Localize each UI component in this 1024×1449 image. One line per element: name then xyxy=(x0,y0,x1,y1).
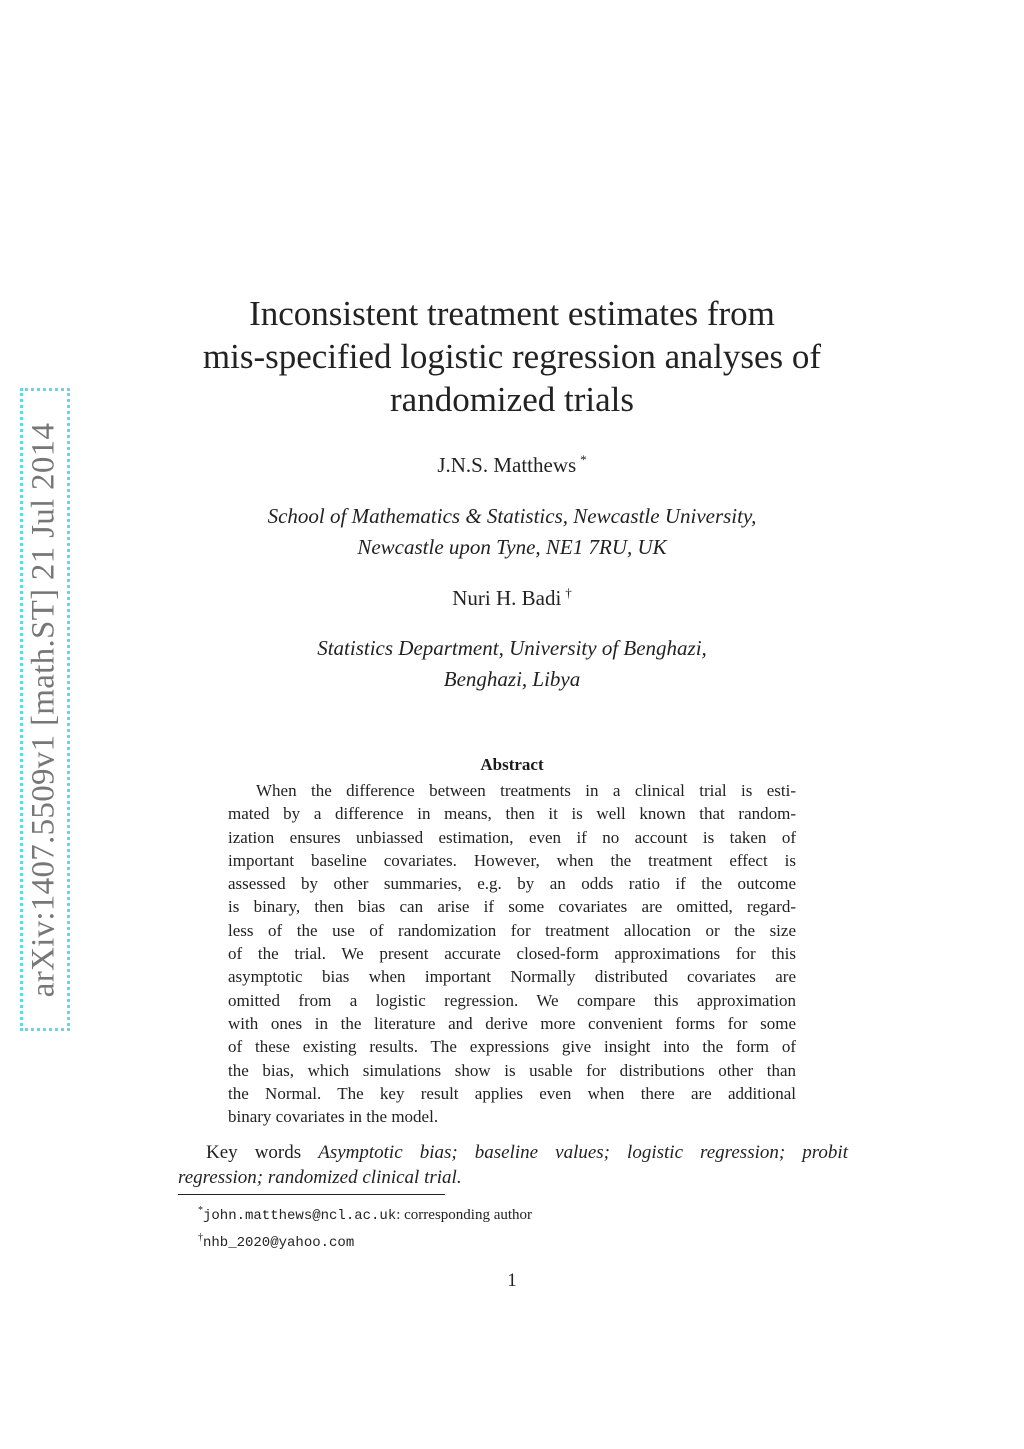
abstract-heading: Abstract xyxy=(480,755,544,774)
abstract-line: of the trial. We present accurate closed-form approximations for this xyxy=(228,944,796,964)
abstract-line: of these existing results. The expressions give insight into the form of xyxy=(228,1037,796,1057)
keywords-label: Key words xyxy=(206,1142,302,1163)
abstract-body xyxy=(228,779,796,1128)
abstract-line: important baseline covariates. However, when the treatment effect is xyxy=(228,850,796,870)
abstract-line: When the difference between treatments in a clinical trial is esti- xyxy=(256,781,796,800)
abstract-line: omitted from a logistic regression. We compare this approximation xyxy=(228,990,796,1010)
author-footnote-mark: † xyxy=(565,585,572,600)
abstract-line: with ones in the literature and derive more convenient forms for some xyxy=(228,1013,796,1033)
abstract-line: mated by a difference in means, then it is well known that random- xyxy=(228,804,796,824)
keywords-line xyxy=(178,1165,848,1190)
footnote-note: : corresponding author xyxy=(396,1207,533,1223)
affiliation-line: Statistics Department, University of Benghazi, xyxy=(317,636,707,660)
title-line: randomized trials xyxy=(390,380,634,419)
page-number: 1 xyxy=(507,1270,517,1291)
author-name: Nuri H. Badi xyxy=(452,586,562,610)
abstract-line: ization ensures unbiassed estimation, even if no account is taken of xyxy=(228,827,796,847)
abstract-line: asymptotic bias when important Normally distributed covariates are xyxy=(228,967,796,987)
affiliation-line: Newcastle upon Tyne, NE1 7RU, UK xyxy=(357,535,667,559)
title-line: mis-specified logistic regression analyses of xyxy=(202,337,822,376)
title-line: Inconsistent treatment estimates from xyxy=(249,294,775,333)
footnote-mark: † xyxy=(198,1232,203,1243)
abstract-line: the Normal. The key result applies even when there are additional xyxy=(228,1083,796,1103)
email-link[interactable]: nhb_2020@yahoo.com xyxy=(203,1235,355,1251)
author-2 xyxy=(150,585,874,611)
footnote-2 xyxy=(198,1227,532,1254)
abstract-line: assessed by other summaries, e.g. by an odds ratio if the outcome xyxy=(228,874,796,894)
keywords-terms: regression; randomized clinical trial. xyxy=(178,1167,462,1188)
footnote-mark: * xyxy=(198,1205,203,1216)
author-1 xyxy=(150,452,874,478)
affiliation-line: School of Mathematics & Statistics, Newcastle University, xyxy=(267,504,757,528)
affiliation-2 xyxy=(150,633,874,695)
keywords-line xyxy=(178,1140,848,1165)
keywords xyxy=(178,1140,848,1190)
abstract-line: binary covariates in the model. xyxy=(228,1107,439,1127)
footnote-rule xyxy=(178,1194,445,1195)
abstract-line: is binary, then bias can arise if some covariates are omitted, regard- xyxy=(228,897,796,917)
affiliation-1 xyxy=(150,501,874,563)
author-name: J.N.S. Matthews xyxy=(437,453,577,477)
keywords-terms: Asymptotic bias; baseline values; logistic regression; probit xyxy=(318,1142,848,1163)
abstract-line: the bias, which simulations show is usable for distributions other than xyxy=(228,1060,796,1080)
footnotes xyxy=(198,1200,532,1254)
email-link[interactable]: john.matthews@ncl.ac.uk xyxy=(203,1208,397,1224)
abstract-line: less of the use of randomization for treatment allocation or the size xyxy=(228,920,796,940)
author-footnote-mark: * xyxy=(580,452,587,467)
paper-title xyxy=(150,292,874,421)
arxiv-identifier: arXiv:1407.5509v1 [math.ST] 21 Jul 2014 xyxy=(25,422,62,998)
footnote-1 xyxy=(198,1200,532,1227)
affiliation-line: Benghazi, Libya xyxy=(443,667,581,691)
